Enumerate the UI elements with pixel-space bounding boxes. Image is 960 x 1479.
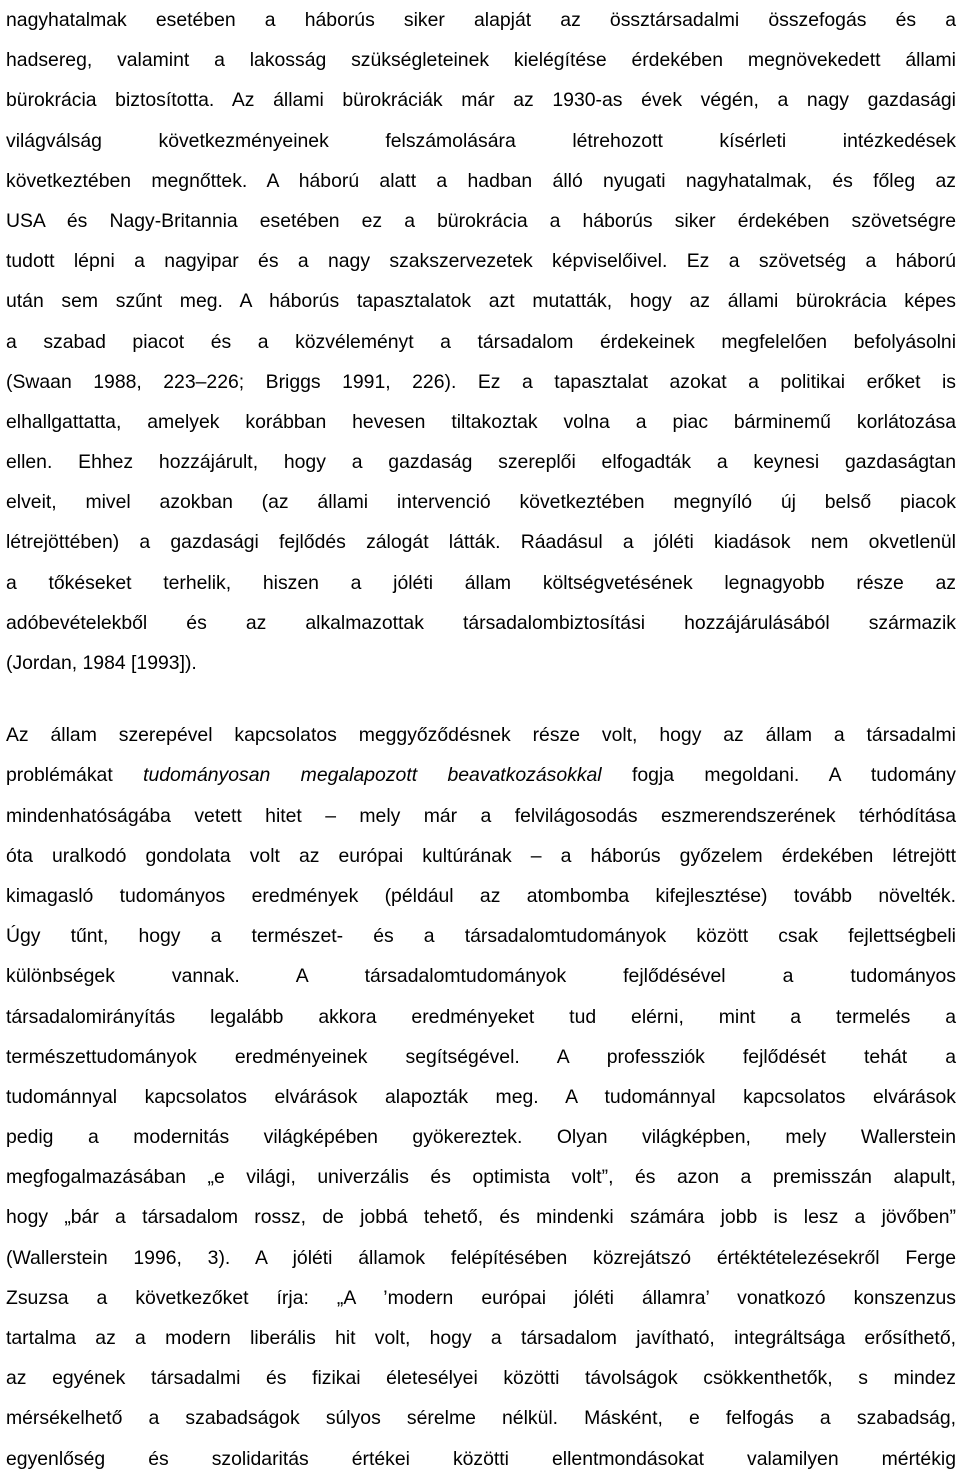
- text-line: Úgy tűnt, hogy a természet- és a társadalomtudományok között csak fejlettségbeli: [6, 925, 956, 948]
- text-line: tartalma az a modern liberális hit volt, hogy a társadalom javítható, integráltsága erősíthető,: [6, 1327, 956, 1349]
- text-line: elveit, mivel azokban (az állami intervenció következtében megnyíló új belső piacok: [6, 491, 956, 514]
- text-line: mindenhatóságába vetett hitet ‒ mely már a felvilágosodás eszmerendszerének térhódítása: [6, 804, 956, 827]
- text-line: ellen. Ehhez hozzájárult, hogy a gazdaság szereplői elfogadták a keynesi gazdaságtan: [6, 451, 956, 474]
- text-line: hadsereg, valamint a lakosság szükségleteinek kielégítése érdekében megnövekedett állami: [6, 49, 956, 72]
- text-line: hogy „bár a társadalom rossz, de jobbá tehető, és mindenki számára jobb is lesz a jövőben”: [6, 1206, 956, 1229]
- text-line: pedig a modernitás világképében gyökereztek. Olyan világképben, mely Wallerstein: [6, 1126, 956, 1149]
- text-line: megfogalmazásában „e világi, univerzális és optimista volt”, és azon a premisszán alapult,: [6, 1166, 956, 1189]
- document-page: [6, 0, 956, 1479]
- text-line: kimagasló tudományos eredmények (például az atombomba kifejlesztése) tovább növelték.: [6, 884, 956, 907]
- text-line: különbségek vannak. A társadalomtudományok fejlődésével a tudományos: [6, 965, 956, 988]
- text-line: társadalomirányítás legalább akkora eredményeket tud elérni, mint a termelés a: [6, 1005, 956, 1028]
- text-line: az egyének társadalmi és fizikai életesélyei közötti távolságok csökkenthetők, s mindez: [6, 1367, 956, 1390]
- text-line: következtében megnőttek. A háború alatt a hadban álló nyugati nagyhatalmak, és főleg az: [6, 169, 956, 192]
- text-line: mérsékelhető a szabadságok súlyos sérelme nélkül. Másként, e felfogás a szabadság,: [6, 1407, 956, 1430]
- text-line: Az állam szerepével kapcsolatos meggyőződésnek része volt, hogy az állam a társadalmi: [6, 724, 956, 747]
- text-line: természettudományok eredményeinek segítségével. A professziók fejlődését tehát a: [6, 1045, 956, 1068]
- text-line: létrejöttében) a gazdasági fejlődés zálogát látták. Ráadásul a jóléti kiadások nem okvetlenül: [6, 531, 956, 554]
- text-fragment: problémákat: [6, 764, 144, 787]
- text-line: USA és Nagy-Britannia esetében ez a bürokrácia a háborús siker érdekében szövetségre: [6, 209, 956, 232]
- paragraph-2: [6, 715, 956, 1479]
- text-line: bürokrácia biztosította. Az állami bürokráciák már az 1930-as évek végén, a nagy gazdasági: [6, 89, 956, 112]
- text-line: után sem szűnt meg. A háborús tapasztalatok azt mutatták, hogy az állami bürokrácia képes: [6, 290, 956, 313]
- text-line: világválság következményeinek felszámolására létrehozott kísérleti intézkedések: [6, 129, 956, 152]
- text-line: elhallgattatta, amelyek korábban hevesen tiltakoztak volna a piac bárminemű korlátozása: [6, 410, 956, 433]
- text-line: óta uralkodó gondolata volt az európai kultúrának ‒ a háborús győzelem érdekében létrejött: [6, 844, 956, 867]
- text-line: (Wallerstein 1996, 3). A jóléti államok felépítésében közrejátszó értéktételezésekről Ferge: [6, 1246, 956, 1269]
- text-line: nagyhatalmak esetében a háborús siker alapját az össztársadalmi összefogás és a: [6, 9, 956, 31]
- text-line: egyenlőség és szolidaritás értékei közötti ellentmondásokat valamilyen mértékig: [6, 1447, 956, 1470]
- text-line: (Jordan, 1984 [1993]).: [6, 652, 197, 674]
- text-line: adóbevételekből és az alkalmazottak társadalombiztosítási hozzájárulásából származik: [6, 611, 956, 634]
- text-line: Zsuzsa a következőket írja: „A ’modern európai jóléti államra’ vonatkozó konszenzus: [6, 1286, 956, 1309]
- paragraph-gap: [6, 683, 956, 715]
- paragraph-1: [6, 0, 956, 683]
- text-line: tudománnyal kapcsolatos elvárások alapozták meg. A tudománnyal kapcsolatos elvárások: [6, 1085, 956, 1108]
- text-line: a tőkéseket terhelik, hiszen a jóléti állam költségvetésének legnagyobb része az: [6, 571, 956, 594]
- text-line-with-emphasis: [6, 755, 956, 795]
- text-line: a szabad piacot és a közvéleményt a társadalom érdekeinek megfelelően befolyásolni: [6, 330, 956, 353]
- text-line: (Swaan 1988, 223‒226; Briggs 1991, 226). Ez a tapasztalat azokat a politikai erőket is: [6, 370, 956, 393]
- text-line: tudott lépni a nagyipar és a nagy szakszervezetek képviselőivel. Ez a szövetség a háború: [6, 250, 956, 273]
- emphasized-phrase: tudományosan megalapozott beavatkozásokkal: [143, 764, 602, 787]
- text-fragment: fogja megoldani. A tudomány: [601, 764, 956, 787]
